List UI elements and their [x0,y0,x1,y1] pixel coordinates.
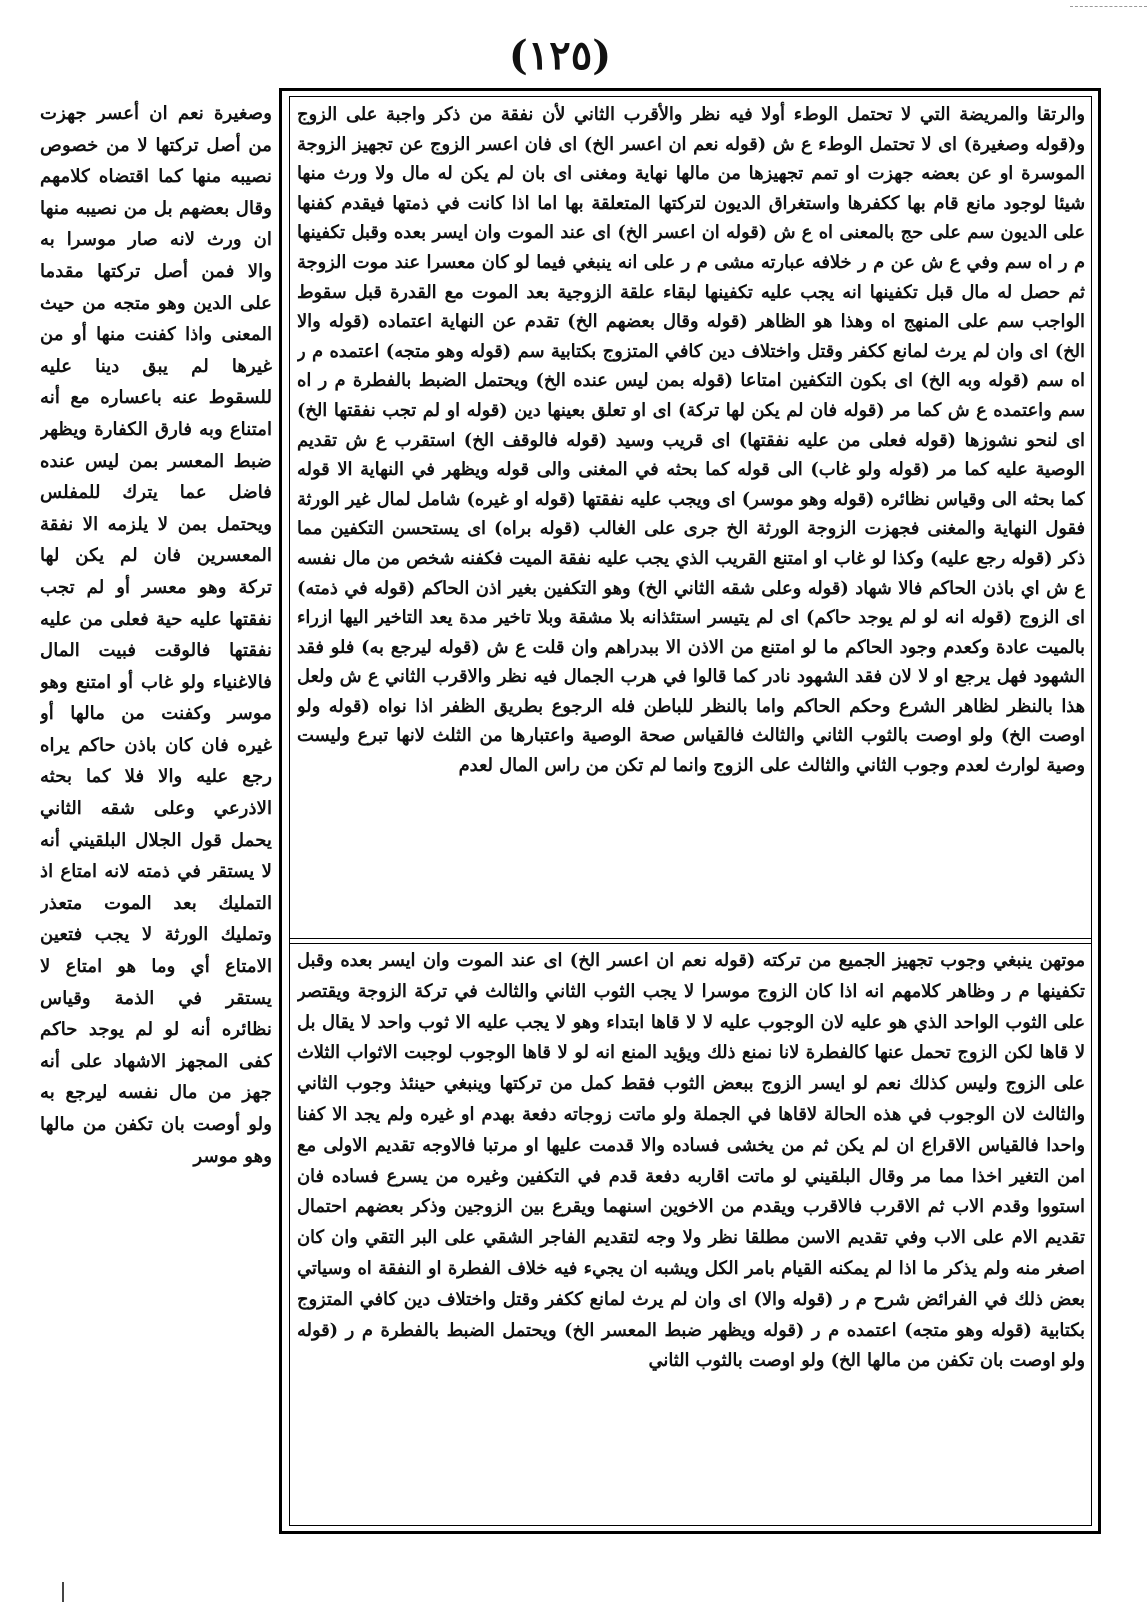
commentary-top-text: والرتقا والمريضة التي لا تحتمل الوطء أولا فيه نظر والأقرب الثاني لأن نفقة من ذكر واجبة على الزوج و(قوله وصغيرة) اى لا تحتمل الوطء ع ش (قوله نعم ان اعسر الخ) اى فان اعسر الزوج عن تجهيز الزوجة الموسرة او عن بعضه جهزت او تمم تجهيزها من مالها نهاية ومغنى اى بان لم يكن له مال ولا ورث منها شيئا لوجود مانع قام بها ككفرها واستغراق الديون لتركتها المتعلقة بها اما اذا كانت في ذمتها فيقدم كفنها على الديون سم على حج بالمعنى اه ع ش (قوله ان اعسر الخ) اى عند الموت وان ايسر بعده وقبل تكفينها م ر اه سم وفي ع ش عن م ر خلافه عبارته مشى م ر على انه ينبغي فيما لو كان معسرا عند موت الزوجة ثم حصل له مال قبل تكفينها انه يجب عليه تكفينها لبقاء علقة الزوجية بعد الموت مع القدرة قبل سقوط الواجب سم على المنهج اه وهذا هو الظاهر (قوله وقال بعضهم الخ) تقدم عن النهاية اعتماده (قوله والا الخ) اى وان لم يرث لمانع ككفر وقتل واختلاف دين كافي المتزوج بكتابية سم (قوله وهو متجه) اعتمده م ر اه سم (قوله وبه الخ) اى بكون التكفين امتاعا (قوله بمن ليس عنده الخ) ويحتمل الضبط بالفطرة م ر اه سم واعتمده ع ش كما مر (قوله فان لم يكن لها تركة) اى او تعلق بعينها دين (قوله او لم تجب نفقتها الخ) اى لنحو نشوزها (قوله فعلى من عليه نفقتها) اى قريب وسيد (قوله فالوقف الخ) استقرب ع ش تقديم الوصية عليه كما مر (قوله ولو غاب) الى قوله كما بحثه في المغنى والى قوله ويظهر في النهاية الا قوله كما بحثه الى وقياس نظائره (قوله وهو موسر) اى ويجب عليه نفقتها (قوله او غيره) شامل لمال غير الورثة فقول النهاية والمغنى فجهزت الزوجة الورثة الخ جرى على الغالب (قوله براه) اى يستحسن التكفين مما ذكر (قوله رجع عليه) وكذا لو غاب او امتنع القريب الذي يجب عليه نفقة الميت فكفنه شخص من مال نفسه ع ش اي باذن الحاكم فالا شهاد (قوله وعلى شقه الثاني الخ) وهو التكفين بغير اذن الحاكم (قوله في ذمته) اى الزوج (قوله انه لو لم يوجد حاكم) اى لم يتيسر استئذانه بلا مشقة وبلا تاخير مدة يعد التاخير اليها ازراء بالميت عادة وكعدم وجود الحاكم ما لو امتنع من الاذن الا ببدراهم وان قلت ع ش (قوله ليرجع به) فلو فقد الشهود فهل يرجع او لا لان فقد الشهود نادر كما قالوا في هرب الجمال فيه نظر والاقرب الثاني ع ش ولعل هذا بالنظر لظاهر الشرع وحكم الحاكم واما بالنظر للباطن فله الرجوع بطريق الظفر اذا نواه (قوله ولو اوصت الخ) ولو اوصت بالثوب الثاني والثالث فالقياس صحة الوصية واعتبارها من الثلث لانها تبرع وليست وصية لوارث لعدم وجوب الثاني والثالث على الزوج وانما لم تكن من راس المال لعدم [297,104,1085,777]
commentary-top-box [297,100,1085,938]
page-number: (١٢٥) [508,32,612,79]
section-divider [289,938,1092,944]
corner-rule [1070,6,1147,13]
main-text: وصغيرة نعم ان أعسر جهزت من أصل تركتها لا من خصوص نصيبه منها كما اقتضاه كلامهم وقال بعضهم بل من نصيبه منها ان ورث لانه صار موسرا به والا فمن أصل تركتها مقدما على الدين وهو متجه من حيث المعنى واذا كفنت منها أو من غيرها لم يبق دينا عليه للسقوط عنه باعساره مع أنه امتناع وبه فارق الكفارة ويظهر ضبط المعسر بمن ليس عنده فاضل عما يترك للمفلس ويحتمل بمن لا يلزمه الا نفقة المعسرين فان لم يكن لها تركة وهو معسر أو لم تجب نفقتها عليه حية فعلى من عليه نفقتها فالوقت فبيت المال فالاغنياء ولو غاب أو امتنع وهو موسر وكفنت من مالها أو غيره فان كان باذن حاكم يراه رجع عليه والا فلا كما بحثه الاذرعي وعلى شقه الثاني يحمل قول الجلال البلقيني أنه لا يستقر في ذمته لانه امتاع اذ التمليك بعد الموت متعذر وتمليك الورثة لا يجب فتعين الامتاع أي وما هو امتاع لا يستقر في الذمة وقياس نظائره أنه لو لم يوجد حاكم كفى المجهز الاشهاد على أنه جهز من مال نفسه ليرجع به ولو أوصت بان تكفن من مالها وهو موسر [40,103,272,1167]
page-edge-mark [62,1582,64,1602]
commentary-bottom-box [297,946,1085,1522]
commentary-bottom-text: موتهن ينبغي وجوب تجهيز الجميع من تركته (قوله نعم ان اعسر الخ) اى عند الموت وان ايسر بعده وقبل تكفينها م ر وظاهر كلامهم انه اذا كان الزوج موسرا لا يجب الثوب الثاني والثالث في تركة الزوجة ويقتصر على الثوب الواحد الذي هو عليه لان الوجوب عليه لا لا قاها ابتداء وهو لا يجب عليه الا ثوب واحد لا يقال بل لا قاها لكن الزوج تحمل عنها كالفطرة لانا نمنع ذلك ويؤيد المنع انه لو لا قاها الوجوب لوجبت الاثواب الثلاث على الزوج وليس كذلك نعم لو ايسر الزوج ببعض الثوب فقط كمل من تركتها وينبغي حينئذ وجوب الثاني والثالث لان الوجوب في هذه الحالة لاقاها في الجملة ولو ماتت زوجاته دفعة بهدم او غيره ولم يجد الا كفنا واحدا فالقياس الاقراع ان لم يكن ثم من يخشى فساده والا قدمت عليها او مرتبا فالاوجه تقديم الاولى مع امن التغير اخذا مما مر وقال البلقيني لو ماتت اقاربه دفعة قدم في التكفين وغيره من يسرع فساده فان استووا وقدم الاب ثم الاقرب فالاقرب ويقدم من الاخوين اسنهما ويقرع بين الزوجين وذكر بعضهم احتمال تقديم الام على الاب وفي تقديم الاسن مطلقا نظر ولا وجه لتقديم الفاجر الشقي على البر التقي وان كان اصغر منه ولم يذكر ما اذا لم يمكنه القيام بامر الكل ويشبه ان يجيء فيه خلاف الفطرة او النفقة اه وسياتي بعض ذلك في الفرائض شرح م ر (قوله والا) اى وان لم يرث لمانع ككفر وقتل واختلاف دين كافي المتزوج بكتابية (قوله وهو متجه) اعتمده م ر (قوله ويظهر ضبط المعسر الخ) ويحتمل الضبط بالفطرة م ر (قوله ولو اوصت بان تكفن من مالها الخ) ولو اوصت بالثوب الثاني [297,950,1085,1372]
main-text-margin [40,98,272,1538]
